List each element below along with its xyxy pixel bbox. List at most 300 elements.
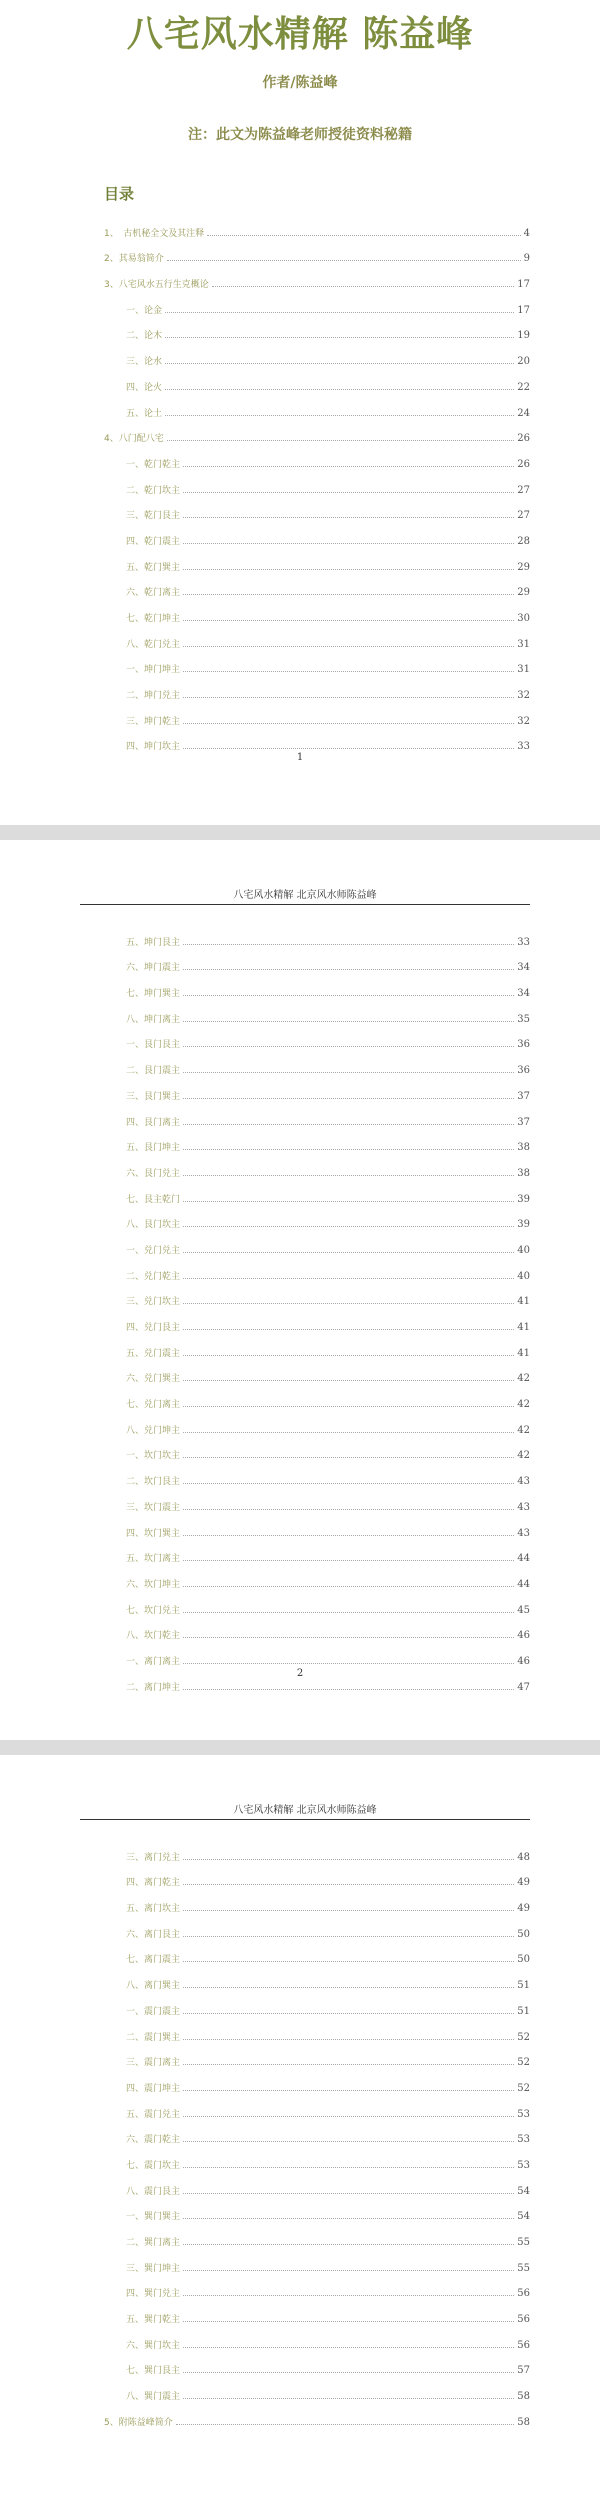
toc-entry-title: 六、震门乾主: [126, 2135, 181, 2146]
toc-entry-title: 四、坤门坎主: [126, 742, 181, 753]
dot-leader: [183, 1884, 514, 1885]
dot-leader: [183, 2039, 514, 2040]
toc-entry-page: 39: [517, 1193, 530, 1205]
dot-leader: [183, 2167, 514, 2168]
toc-entry[interactable]: [104, 316, 530, 342]
toc-entry[interactable]: [104, 1333, 530, 1359]
toc-entry-title: 2、其易翁简介: [104, 254, 164, 265]
toc-entry-page: 40: [517, 1270, 530, 1282]
dot-leader: [183, 2013, 514, 2014]
toc-entry-title: 一、论金: [126, 305, 163, 316]
toc-entry-page: 44: [517, 1553, 530, 1565]
toc-entry[interactable]: [104, 973, 530, 999]
toc-entry-title: 一、巽门巽主: [126, 2212, 181, 2223]
dot-leader: [183, 2218, 514, 2219]
toc-entry-page: 43: [517, 1527, 530, 1539]
toc-entry[interactable]: [104, 2376, 530, 2402]
toc-entry[interactable]: [104, 1436, 530, 1462]
dot-leader: [183, 1432, 514, 1433]
toc-entry-page: 52: [517, 2031, 530, 2043]
toc-entry-title: 八、艮门坎主: [126, 1220, 181, 1231]
dot-leader: [183, 2141, 514, 2142]
toc-entry[interactable]: [104, 2325, 530, 2351]
dot-leader: [183, 944, 514, 945]
toc-entry[interactable]: [104, 922, 530, 948]
dot-leader: [183, 1072, 514, 1073]
toc-entry-page: 46: [517, 1630, 530, 1642]
toc-entry[interactable]: [104, 1102, 530, 1128]
toc-entry-title: 七、巽门艮主: [126, 2366, 181, 2377]
toc-entry[interactable]: [104, 1914, 530, 1940]
toc-entry[interactable]: [104, 1153, 530, 1179]
toc-entry-page: 58: [517, 2416, 530, 2428]
toc-entry-title: 四、论火: [126, 382, 163, 393]
toc-entry-page: 31: [517, 638, 530, 650]
dot-leader: [183, 1201, 514, 1202]
toc-entry-title: 七、乾门坤主: [126, 614, 181, 624]
toc-entry-title: 一、坎门坎主: [126, 1451, 181, 1462]
toc-entry-page: 32: [517, 715, 530, 727]
toc-entry-page: 34: [517, 962, 530, 974]
toc-entry[interactable]: [104, 264, 530, 290]
toc-entry-title: 三、坎门震主: [126, 1502, 181, 1513]
toc-entry[interactable]: [104, 675, 530, 701]
dot-leader: [183, 723, 514, 724]
toc-entry-page: 36: [517, 1039, 530, 1051]
toc-entry[interactable]: [104, 1179, 530, 1205]
toc-entry[interactable]: [104, 521, 530, 547]
toc-entry[interactable]: [104, 470, 530, 496]
toc-entry-title: 六、乾门离主: [126, 588, 181, 599]
toc-entry-title: 三、巽门坤主: [126, 2263, 181, 2274]
toc-entry-title: 五、坤门艮主: [126, 937, 181, 948]
toc-entry-title: 二、震门巽主: [126, 2032, 181, 2043]
toc-entry[interactable]: [104, 1539, 530, 1565]
toc-entry-page: 33: [517, 936, 530, 948]
dot-leader: [183, 2064, 514, 2065]
dot-leader: [183, 1303, 514, 1304]
toc-entry-page: 35: [517, 1013, 530, 1025]
dot-leader: [183, 1098, 514, 1099]
toc-entry[interactable]: [104, 1050, 530, 1076]
toc-entry-page: 4: [523, 227, 530, 239]
toc-entry[interactable]: [104, 1256, 530, 1282]
dot-leader: [183, 594, 514, 595]
toc-entry-page: 26: [517, 458, 530, 470]
toc-entry-title: 三、论水: [126, 357, 163, 368]
toc-entry-page: 46: [517, 1655, 530, 1667]
toc-entry[interactable]: [104, 2043, 530, 2069]
dot-leader: [183, 2295, 514, 2296]
toc-entry-title: 4、八门配八宅: [104, 434, 164, 445]
toc-entry-title: 二、论木: [126, 331, 163, 342]
toc-entry-page: 20: [517, 356, 530, 368]
dot-leader: [183, 1021, 514, 1022]
toc-entry-page: 52: [517, 2057, 530, 2069]
toc-entry-page: 37: [517, 1116, 530, 1128]
toc-entry[interactable]: [104, 1128, 530, 1154]
toc-entry-title: 七、坎门兑主: [126, 1605, 181, 1616]
document-page-1: [0, 0, 600, 825]
note-line: 注：此文为陈益峰老师授徒资料秘籍: [188, 127, 412, 143]
running-header: 八宅风水精解 北京风水师陈益峰: [80, 886, 530, 905]
dot-leader: [183, 1560, 514, 1561]
toc-entry-page: 17: [517, 279, 530, 291]
toc-entry-page: 53: [517, 2108, 530, 2120]
toc-entry[interactable]: [104, 1461, 530, 1487]
toc-entry-page: 52: [517, 2082, 530, 2094]
toc-entry[interactable]: [104, 1513, 530, 1539]
toc-entry[interactable]: [104, 1384, 530, 1410]
dot-leader: [183, 466, 514, 467]
toc-entry-title: 四、艮门离主: [126, 1117, 181, 1128]
author-line: 作者/陈益峰: [262, 75, 338, 91]
toc-entry-title: 七、震门坎主: [126, 2160, 181, 2171]
toc-entry-title: 八、震门艮主: [126, 2186, 181, 2197]
toc-entry-title: 八、兑门坤主: [126, 1425, 181, 1436]
dot-leader: [183, 1859, 514, 1860]
toc-entry-page: 34: [517, 988, 530, 1000]
dot-leader: [183, 1252, 514, 1253]
toc-entry[interactable]: [104, 1590, 530, 1616]
toc-entry[interactable]: [104, 496, 530, 522]
dot-leader: [176, 2424, 515, 2425]
toc-entry[interactable]: [104, 419, 530, 445]
toc-entry[interactable]: [104, 624, 530, 650]
toc-entry-page: 47: [517, 1681, 530, 1693]
toc-entry[interactable]: [104, 650, 530, 676]
toc-entry[interactable]: [104, 2222, 530, 2248]
toc-entry[interactable]: [104, 948, 530, 974]
dot-leader: [167, 440, 515, 441]
toc-entry-page: 26: [517, 433, 530, 445]
toc-entry-title: 八、坎门乾主: [126, 1631, 181, 1642]
dot-leader: [183, 2116, 514, 2117]
toc-entry-title: 八、离门巽主: [126, 1981, 181, 1992]
dot-leader: [183, 1483, 514, 1484]
dot-leader: [165, 389, 514, 390]
toc-entry[interactable]: [104, 2145, 530, 2171]
toc-entry-title: 5、附陈益峰简介: [104, 2417, 173, 2428]
toc-entry[interactable]: [104, 999, 530, 1025]
dot-leader: [165, 363, 514, 364]
toc-entry-title: 四、巽门兑主: [126, 2289, 181, 2300]
dot-leader: [183, 2090, 514, 2091]
toc-entry[interactable]: [104, 727, 530, 753]
document-page-2: [0, 840, 600, 1740]
dot-leader: [183, 1329, 514, 1330]
toc-entry[interactable]: [104, 1025, 530, 1051]
dot-leader: [183, 1663, 514, 1664]
toc-entry-page: 43: [517, 1501, 530, 1513]
dot-leader: [183, 2347, 514, 2348]
dot-leader: [183, 1046, 514, 1047]
toc-entry-page: 42: [517, 1399, 530, 1411]
dot-leader: [183, 1961, 514, 1962]
dot-leader: [183, 995, 514, 996]
toc-entry-page: 51: [517, 2005, 530, 2017]
dot-leader: [165, 337, 514, 338]
toc-entry[interactable]: [104, 1863, 530, 1889]
toc-entry-page: 33: [517, 741, 530, 753]
dot-leader: [183, 620, 514, 621]
toc-entry-page: 28: [517, 535, 530, 547]
document-title: 八宅风水精解 陈益峰: [126, 13, 474, 55]
dot-leader: [183, 543, 514, 544]
toc-entry-title: 三、坤门乾主: [126, 716, 181, 727]
toc-entry-title: 三、离门兑主: [126, 1852, 181, 1863]
toc-entry[interactable]: [104, 367, 530, 393]
toc-entry-title: 二、兑门乾主: [126, 1271, 181, 1282]
toc-entry[interactable]: [104, 2274, 530, 2300]
dot-leader: [165, 415, 514, 416]
toc-entry-page: 45: [517, 1604, 530, 1616]
toc-entry-page: 41: [517, 1322, 530, 1333]
toc-entry-page: 42: [517, 1424, 530, 1436]
toc-list: [104, 922, 530, 1693]
toc-entry-page: 56: [517, 2314, 530, 2326]
toc-entry-title: 六、坎门坤主: [126, 1579, 181, 1590]
dot-leader: [183, 1380, 514, 1381]
toc-entry[interactable]: [104, 2171, 530, 2197]
toc-entry[interactable]: [104, 2120, 530, 2146]
document-page-3: [0, 1755, 600, 2494]
toc-entry[interactable]: [104, 2068, 530, 2094]
toc-entry-title: 六、坤门震主: [126, 963, 181, 974]
toc-entry[interactable]: [104, 290, 530, 316]
toc-entry-page: 56: [517, 2339, 530, 2351]
running-header: 八宅风水精解 北京风水师陈益峰: [80, 1801, 530, 1820]
toc-entry[interactable]: [104, 2094, 530, 2120]
toc-entry[interactable]: [104, 1991, 530, 2017]
toc-entry[interactable]: [104, 1230, 530, 1256]
toc-entry-title: 七、坤门巽主: [126, 989, 181, 1000]
toc-entry[interactable]: [104, 2248, 530, 2274]
toc-entry-title: 一、兑门兑主: [126, 1245, 181, 1256]
toc-entry[interactable]: [104, 444, 530, 470]
toc-entry[interactable]: [104, 598, 530, 624]
dot-leader: [183, 1355, 514, 1356]
toc-list: [104, 213, 530, 752]
toc-entry-title: 一、离门离主: [126, 1656, 181, 1667]
toc-entry[interactable]: [104, 341, 530, 367]
toc-entry-title: 六、巽门坎主: [126, 2340, 181, 2351]
toc-entry-page: 37: [517, 1090, 530, 1102]
toc-entry-page: 50: [517, 1954, 530, 1966]
dot-leader: [183, 569, 514, 570]
toc-entry-title: 八、巽门震主: [126, 2392, 181, 2403]
toc-entry-page: 39: [517, 1219, 530, 1231]
toc-entry-title: 一、乾门乾主: [126, 459, 181, 470]
dot-leader: [183, 646, 514, 647]
toc-entry-title: 二、乾门坎主: [126, 485, 181, 496]
toc-entry-title: 五、艮门坤主: [126, 1143, 181, 1154]
toc-entry-title: 七、艮主乾门: [126, 1194, 181, 1205]
toc-entry-title: 二、坎门艮主: [126, 1477, 181, 1488]
toc-entry[interactable]: [104, 2299, 530, 2325]
toc-entry-title: 四、震门坤主: [126, 2083, 181, 2094]
toc-entry[interactable]: [104, 213, 530, 239]
toc-entry-page: 54: [517, 2211, 530, 2223]
toc-entry-title: 五、离门坎主: [126, 1904, 181, 1915]
dot-leader: [183, 748, 514, 749]
toc-entry-page: 54: [517, 2185, 530, 2197]
toc-entry[interactable]: [104, 1205, 530, 1231]
dot-leader: [183, 1689, 514, 1690]
toc-entry-page: 42: [517, 1373, 530, 1385]
toc-entry-page: 43: [517, 1476, 530, 1488]
toc-entry[interactable]: [104, 1487, 530, 1513]
toc-entry-page: 56: [517, 2288, 530, 2300]
dot-leader: [183, 1509, 514, 1510]
toc-entry[interactable]: [104, 547, 530, 573]
toc-entry-title: 二、艮门震主: [126, 1066, 181, 1077]
dot-leader: [212, 286, 515, 287]
toc-entry[interactable]: [104, 1282, 530, 1308]
toc-entry[interactable]: [104, 1410, 530, 1436]
toc-entry-title: 六、离门艮主: [126, 1929, 181, 1940]
dot-leader: [183, 1124, 514, 1125]
toc-entry-title: 二、巽门离主: [126, 2238, 181, 2248]
toc-entry[interactable]: [104, 1965, 530, 1991]
dot-leader: [183, 1586, 514, 1587]
dot-leader: [183, 671, 514, 672]
toc-entry[interactable]: [104, 1940, 530, 1966]
toc-entry[interactable]: [104, 2351, 530, 2377]
toc-entry-title: 一、艮门艮主: [126, 1040, 181, 1051]
toc-entry-page: 49: [517, 1877, 530, 1889]
toc-entry-title: 五、巽门乾主: [126, 2315, 181, 2326]
toc-entry-page: 55: [517, 2262, 530, 2274]
dot-leader: [183, 1910, 514, 1911]
dot-leader: [183, 1278, 514, 1279]
toc-entry-page: 41: [517, 1296, 530, 1308]
toc-entry-page: 19: [517, 330, 530, 342]
toc-entry-title: 七、兑门离主: [126, 1400, 181, 1411]
dot-leader: [167, 260, 521, 261]
toc-entry[interactable]: [104, 1837, 530, 1863]
toc-entry-page: 38: [517, 1167, 530, 1179]
dot-leader: [183, 1936, 514, 1937]
toc-entry-page: 31: [517, 664, 530, 676]
toc-entry-title: 四、乾门震主: [126, 536, 181, 547]
toc-entry-title: 五、坎门离主: [126, 1554, 181, 1565]
toc-entry-title: 三、震门离主: [126, 2058, 181, 2069]
toc-entry-title: 八、坤门离主: [126, 1014, 181, 1025]
toc-entry-page: 27: [517, 510, 530, 522]
toc-entry-page: 48: [517, 1851, 530, 1863]
toc-entry-page: 32: [517, 690, 530, 702]
toc-entry-title: 三、兑门坎主: [126, 1297, 181, 1308]
toc-entry[interactable]: [104, 2197, 530, 2223]
toc-entry[interactable]: [104, 1359, 530, 1385]
toc-entry[interactable]: [104, 1564, 530, 1590]
toc-entry-title: 五、乾门巽主: [126, 562, 181, 573]
toc-entry-page: 29: [517, 561, 530, 573]
toc-entry-title: 五、兑门震主: [126, 1348, 181, 1359]
toc-entry-title: 一、坤门坤主: [126, 665, 181, 676]
toc-entry[interactable]: [104, 701, 530, 727]
toc-entry[interactable]: [104, 393, 530, 419]
dot-leader: [183, 517, 514, 518]
dot-leader: [183, 2321, 514, 2322]
dot-leader: [183, 2270, 514, 2271]
page-number: 1: [296, 752, 304, 763]
dot-leader: [183, 1457, 514, 1458]
toc-entry-page: 27: [517, 484, 530, 496]
toc-entry-title: 二、离门坤主: [126, 1682, 181, 1693]
toc-entry-title: 二、坤门兑主: [126, 691, 181, 702]
dot-leader: [183, 2193, 514, 2194]
dot-leader: [183, 1612, 514, 1613]
toc-entry-title: 三、艮门巽主: [126, 1091, 181, 1102]
toc-entry-page: 24: [517, 407, 530, 419]
toc-entry-title: 三、乾门艮主: [126, 511, 181, 522]
toc-entry-page: 41: [517, 1347, 530, 1359]
toc-entry-title: 七、离门震主: [126, 1955, 181, 1966]
toc-heading: 目录: [104, 185, 135, 203]
toc-entry-page: 44: [517, 1578, 530, 1590]
toc-entry-title: 五、震门兑主: [126, 2109, 181, 2120]
dot-leader: [183, 1406, 514, 1407]
toc-list: [104, 1837, 530, 2428]
toc-entry-title: 五、论土: [126, 408, 163, 419]
dot-leader: [183, 2372, 514, 2373]
toc-entry-title: 四、坎门巽主: [126, 1528, 181, 1539]
toc-entry[interactable]: [104, 573, 530, 599]
dot-leader: [183, 1637, 514, 1638]
toc-entry-title: 六、艮门兑主: [126, 1168, 181, 1179]
toc-entry-page: 53: [517, 2159, 530, 2171]
page-number: 2: [296, 1668, 304, 1679]
dot-leader: [183, 697, 514, 698]
toc-entry[interactable]: [104, 1076, 530, 1102]
toc-entry-title: 四、离门乾主: [126, 1878, 181, 1889]
toc-entry-page: 30: [517, 613, 530, 624]
toc-entry[interactable]: [104, 2017, 530, 2043]
dot-leader: [183, 2398, 514, 2399]
toc-entry-page: 40: [517, 1244, 530, 1256]
toc-entry[interactable]: [104, 1307, 530, 1333]
dot-leader: [183, 1149, 514, 1150]
toc-entry-page: 50: [517, 1928, 530, 1940]
dot-leader: [183, 1175, 514, 1176]
toc-entry-title: 3、八宅风水五行生克概论: [104, 280, 209, 291]
toc-entry-page: 49: [517, 1903, 530, 1915]
toc-entry-title: 1、 古机秘全文及其注释: [104, 228, 205, 239]
toc-entry[interactable]: [104, 1616, 530, 1642]
toc-entry-title: 一、震门震主: [126, 2006, 181, 2017]
toc-entry-page: 17: [517, 304, 530, 316]
toc-entry-title: 六、兑门巽主: [126, 1374, 181, 1385]
toc-entry[interactable]: [104, 239, 530, 265]
dot-leader: [183, 2244, 514, 2245]
dot-leader: [165, 312, 514, 313]
toc-entry-page: 42: [517, 1450, 530, 1462]
dot-leader: [183, 1987, 514, 1988]
toc-entry[interactable]: [104, 1888, 530, 1914]
toc-entry[interactable]: [104, 2402, 530, 2428]
toc-entry-page: 51: [517, 1980, 530, 1992]
toc-entry-page: 9: [523, 253, 530, 265]
dot-leader: [183, 1226, 514, 1227]
toc-entry-title: 四、兑门艮主: [126, 1323, 181, 1333]
toc-entry-page: 53: [517, 2134, 530, 2146]
dot-leader: [207, 235, 520, 236]
dot-leader: [183, 969, 514, 970]
toc-entry-page: 22: [517, 381, 530, 393]
toc-entry[interactable]: [104, 1641, 530, 1667]
